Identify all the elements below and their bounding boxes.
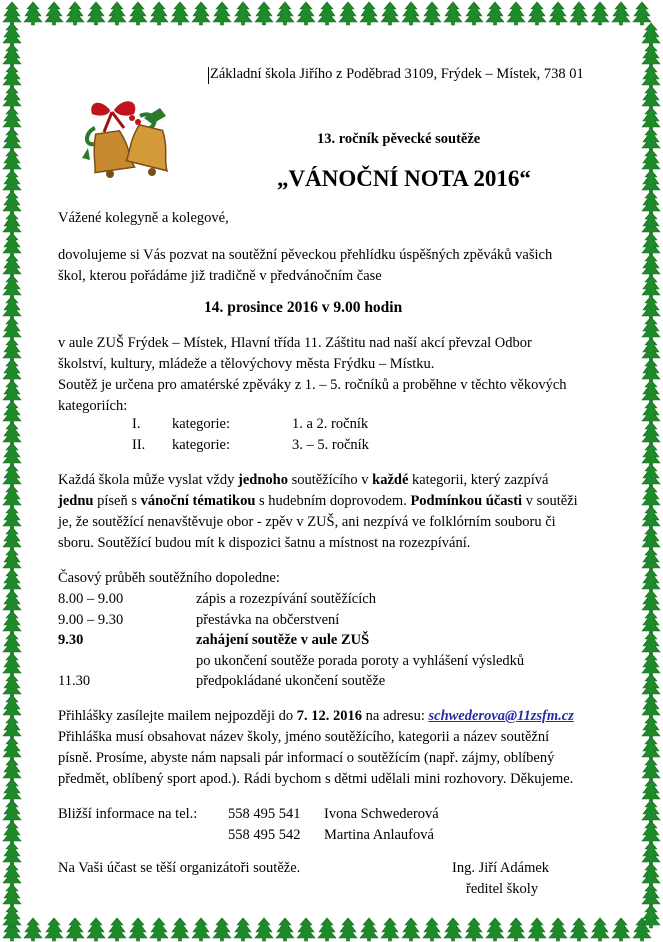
schedule-title: Časový průběh soutěžního dopoledne: (58, 570, 280, 586)
rules-paragraph (58, 470, 634, 554)
rules-text: s hudebním doprovodem. (255, 493, 411, 509)
contact-phone: 558 495 542 (228, 827, 301, 843)
contact-name: Martina Anlaufová (324, 827, 434, 843)
rules-emphasis: Podmínkou účasti (410, 493, 523, 509)
deadline-date: 7. 12. 2016 (296, 708, 363, 724)
schedule-desc: zápis a rozezpívání soutěžících (196, 591, 376, 607)
rules-text: v soutěži (522, 493, 578, 509)
rules-line: sboru. Soutěžící budou mít k dispozici šatnu a místnost na rozezpívání. (58, 535, 471, 551)
christmas-bells-icon (80, 88, 190, 188)
rules-emphasis: každé (372, 472, 409, 488)
target-line: Soutěž je určena pro amatérské zpěváky z 1. – 5. ročníků a proběhne v těchto věkových (58, 377, 567, 393)
contact-name: Ivona Schwederová (324, 806, 439, 822)
rules-line (58, 470, 634, 491)
category-range: 3. – 5. ročník (292, 437, 369, 453)
contact-label: Bližší informace na tel.: (58, 806, 198, 822)
category-label: kategorie: (172, 416, 230, 432)
venue-line: školství, kultury, mládeže a tělovýchovy města Frýdku – Místku. (58, 356, 435, 372)
schedule-time: 9.30 (58, 632, 84, 649)
rules-emphasis: vánoční tématikou (140, 493, 256, 509)
application-text: na adresu: (362, 708, 429, 724)
rules-emphasis: jednu (58, 493, 94, 509)
rules-text: kategorii, který zazpívá (408, 472, 549, 488)
venue-paragraph (58, 333, 628, 417)
event-date: 14. prosince 2016 v 9.00 hodin (204, 299, 403, 316)
school-address: Základní škola Jiřího z Poděbrad 3109, Frýdek – Místek, 738 01 (210, 66, 584, 82)
target-line: kategoriích: (58, 398, 128, 414)
greeting: Vážené kolegyně a kolegové, (58, 210, 229, 226)
signature-name: Ing. Jiří Adámek (452, 860, 550, 876)
rules-text: Každá škola může vyslat vždy (58, 472, 238, 488)
email-link[interactable]: schwederova@11zsfm.cz (428, 708, 574, 724)
rules-line: je, že soutěžící nenavštěvuje obor - zpěv v ZUŠ, ani nezpívá ve folklórním souboru či (58, 514, 556, 530)
invitation-line: dovolujeme si Vás pozvat na soutěžní pěveckou přehlídku úspěšných zpěváků vašich (58, 247, 553, 263)
category-number: I. (132, 416, 141, 432)
rules-text: soutěžícího v (287, 472, 373, 488)
application-paragraph (58, 706, 638, 790)
schedule-desc: předpokládané ukončení soutěže (196, 673, 386, 690)
contact-phone: 558 495 541 (228, 806, 301, 822)
category-number: II. (132, 437, 146, 453)
schedule-time: 8.00 – 9.00 (58, 591, 124, 607)
application-line: písně. Prosíme, abyste nám napsali pár informací o soutěžícím (např. zájmy, oblíbený (58, 750, 555, 766)
rules-line (58, 491, 634, 512)
category-label: kategorie: (172, 437, 230, 453)
application-line (58, 706, 638, 727)
schedule-time: 9.00 – 9.30 (58, 611, 124, 628)
rules-emphasis: jednoho (237, 472, 288, 488)
schedule-desc: zahájení soutěže v aule ZUŠ (196, 632, 370, 649)
signature-role: ředitel školy (466, 881, 539, 897)
schedule-time: 11.30 (58, 673, 91, 690)
category-range: 1. a 2. ročník (292, 416, 369, 432)
closing-text: Na Vaši účast se těší organizátoři soutěže. (58, 860, 301, 876)
schedule-desc: po ukončení soutěže porada poroty a vyhlášení výsledků (196, 652, 525, 669)
invitation-paragraph (58, 245, 628, 287)
competition-year-line: 13. ročník pěvecké soutěže (317, 131, 481, 147)
schedule-desc: přestávka na občerstvení (196, 611, 340, 628)
venue-line: v aule ZUŠ Frýdek – Místek, Hlavní třída 11. Záštitu nad naší akcí převzal Odbor (58, 335, 532, 351)
page-title: „VÁNOČNÍ NOTA 2016“ (277, 166, 531, 191)
rules-text: píseň s (93, 493, 141, 509)
invitation-line: škol, kterou pořádáme již tradičně v předvánočním čase (58, 268, 382, 284)
application-line: předmět, oblíbený sport apod.). Rádi bychom s dětmi udělali mini rozhovory. Děkujeme. (58, 771, 574, 787)
application-line: Přihláška musí obsahovat název školy, jméno soutěžícího, kategorii a název soutěžní (58, 729, 550, 745)
application-text: Přihlášky zasílejte mailem nejpozději do (58, 708, 297, 724)
